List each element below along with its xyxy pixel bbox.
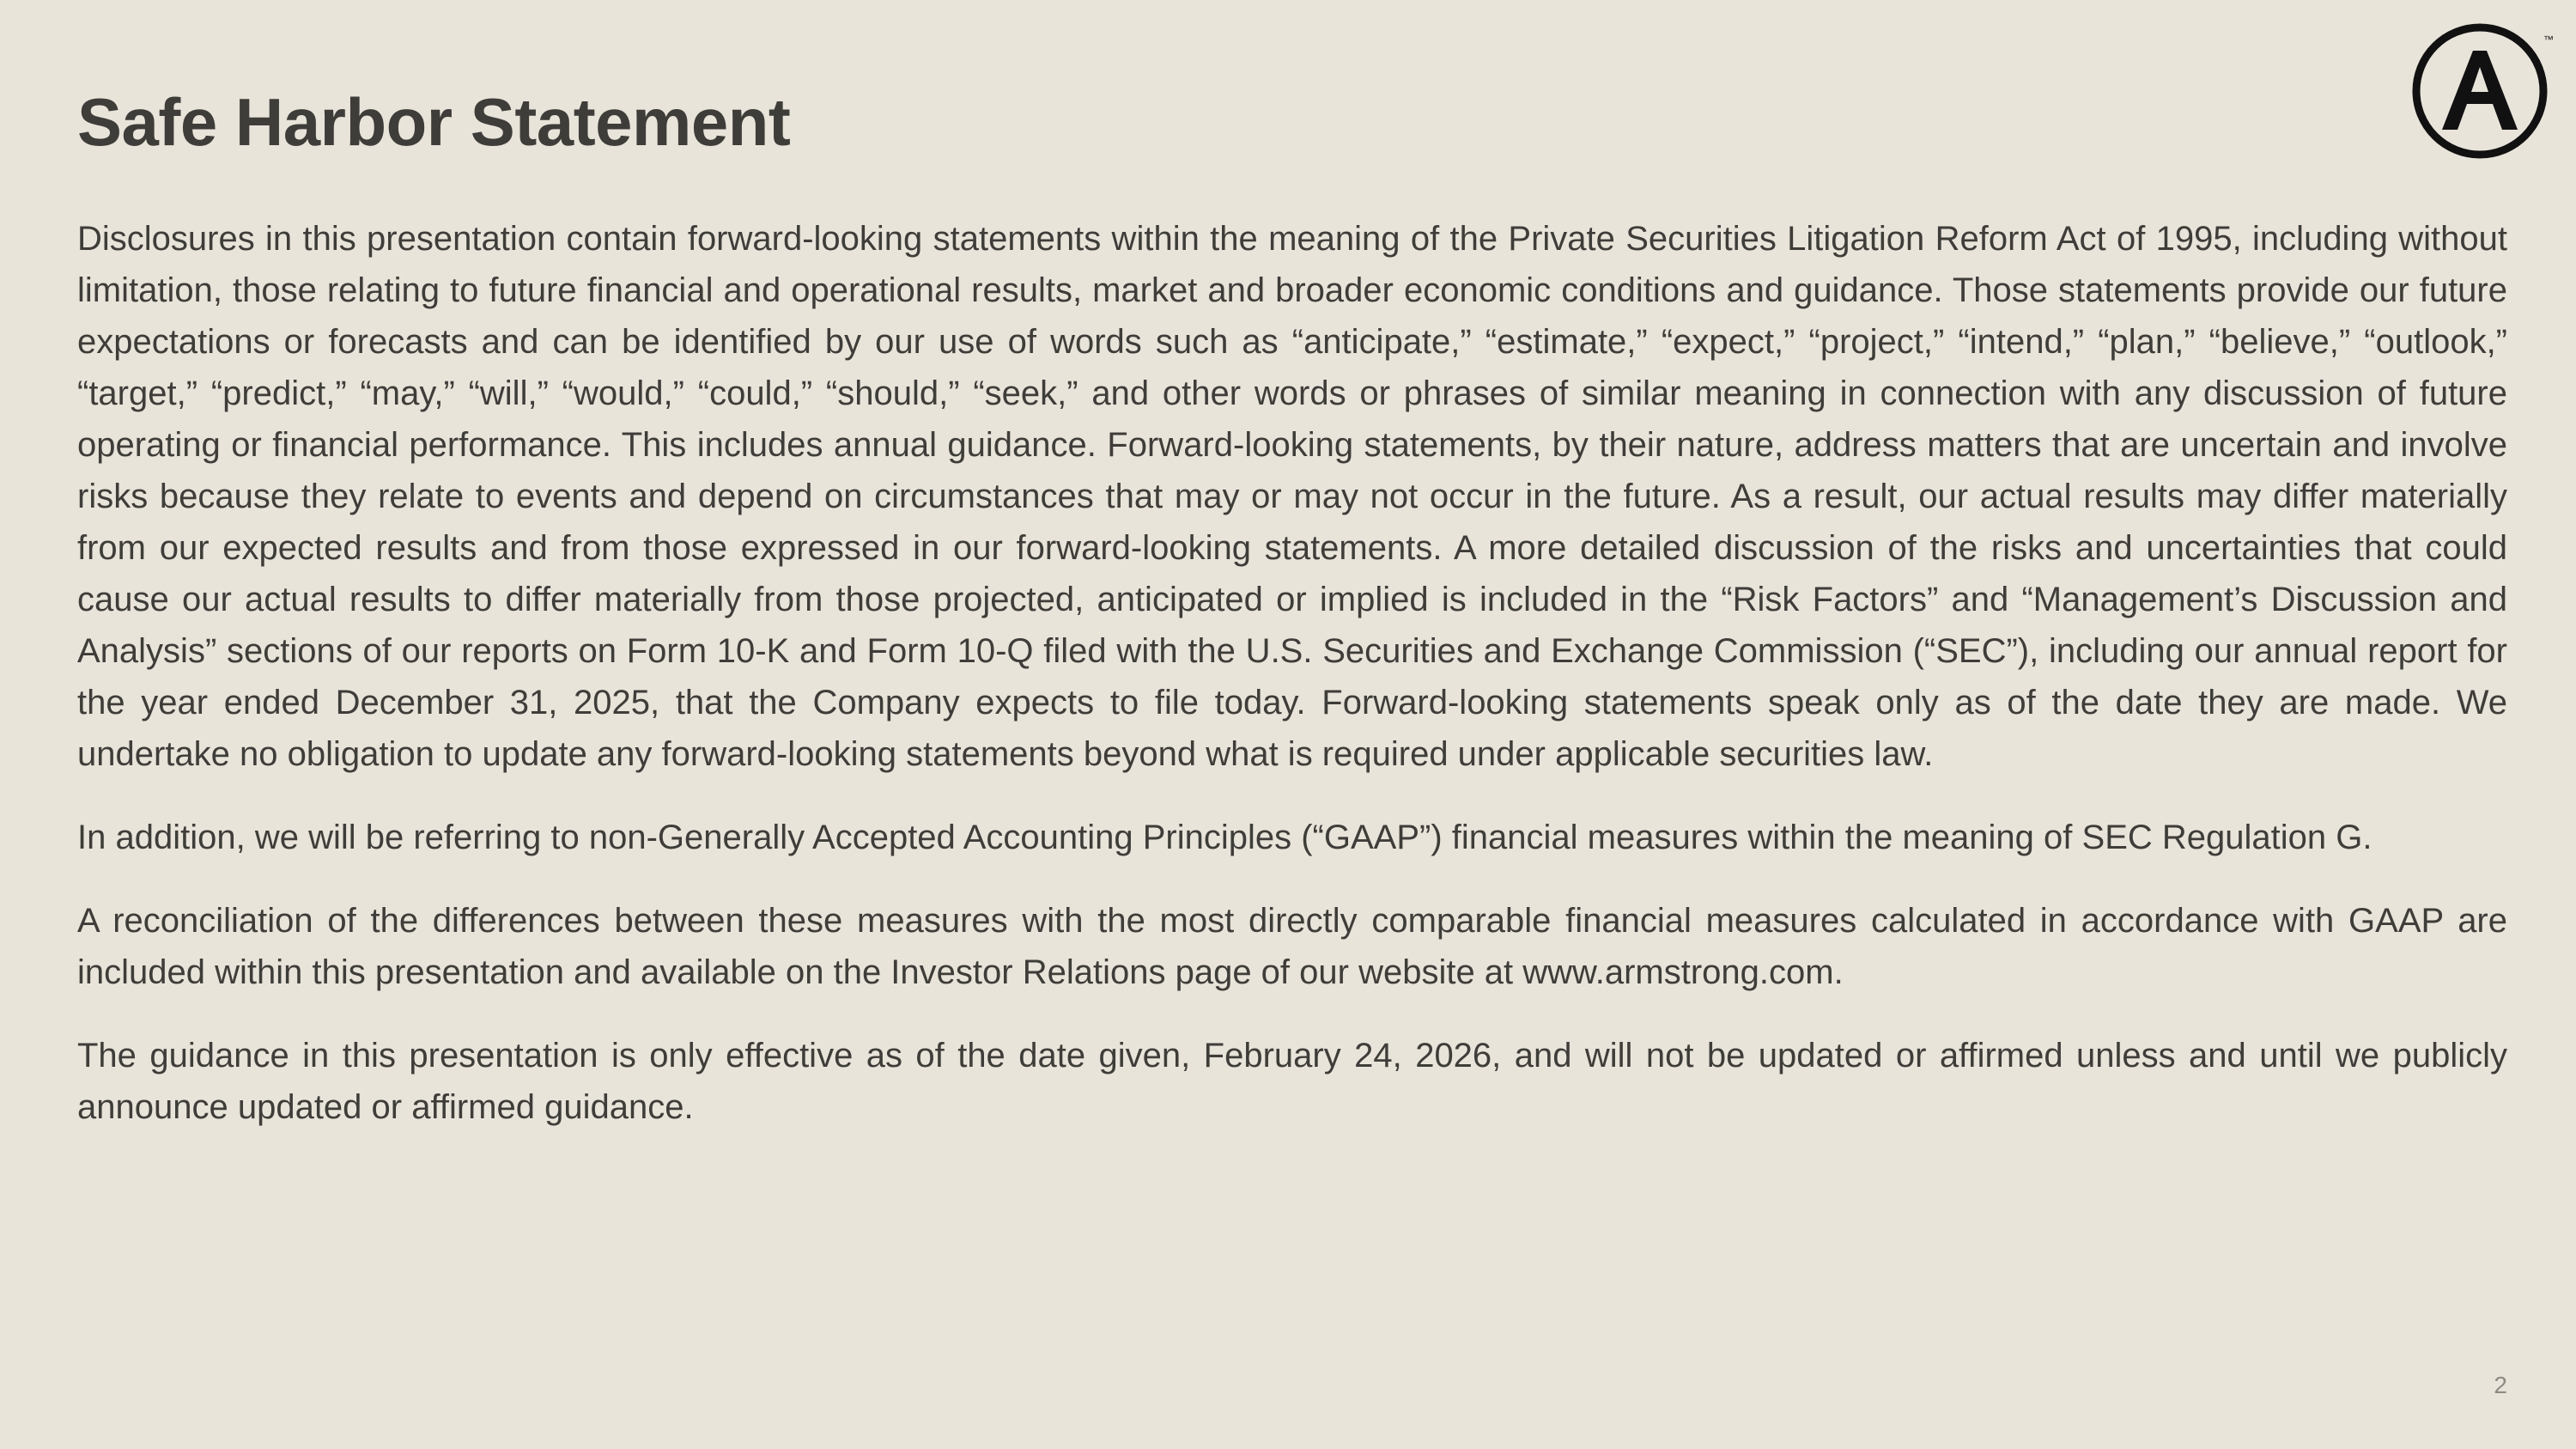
reconciliation-paragraph: A reconciliation of the differences between these measures with the most directly comparable financial measures calculated in accordance with GAAP are included within this presentation and available on the Investor Relations page of our website at www.armstrong.com. — [77, 902, 2507, 991]
non-gaap-paragraph: In addition, we will be referring to non-Generally Accepted Accounting Principles (“GAAP”) financial measures within the meaning of SEC Regulation G. — [77, 819, 2372, 856]
slide-title: Safe Harbor Statement — [77, 84, 791, 160]
circle-a-logo-icon — [2413, 21, 2552, 160]
armstrong-logo-icon — [2413, 21, 2552, 160]
forward-looking-statements-paragraph: Disclosures in this presentation contain forward-looking statements within the meaning of the Private Securities Litigation Reform Act of 1995, including without limitation, those relating to future financial and operational results, market and broader economic conditions and guidance. Those statements provide our future expectations or forecasts and can be identified by our use of words such as “anticipate,” “estimate,” “expect,” “project,” “intend,” “plan,” “believe,” “outlook,” “target,” “predict,” “may,” “will,” “would,” “could,” “should,” “seek,” and other words or phrases of similar meaning in connection with any discussion of future operating or financial performance. This includes annual guidance. Forward-looking statements, by their nature, address matters that are uncertain and involve risks because they relate to events and depend on circumstances that may or may not occur in the future. As a result, our actual results may differ materially from our expected results and from those expressed in our forward-looking statements. A more detailed discussion of the risks and uncertainties that could cause our actual results to differ materially from those projected, anticipated or implied is included in the “Risk Factors” and “Management’s Discussion and Analysis” sections of our reports on Form 10-K and Form 10-Q filed with the U.S. Securities and Exchange Commission (“SEC”), including our annual report for the year ended December 31, 2025, that the Company expects to file today. Forward-looking statements speak only as of the date they are made. We undertake no obligation to update any forward-looking statements beyond what is required under applicable securities law. — [77, 220, 2507, 773]
disclaimer-body — [77, 213, 2507, 1165]
page-number: 2 — [2494, 1372, 2507, 1398]
guidance-paragraph: The guidance in this presentation is only effective as of the date given, February 24, 2026, and will not be updated or affirmed unless and until we publicly announce updated or affirmed guidance. — [77, 1037, 2507, 1126]
trademark-mark: ™ — [2543, 33, 2554, 46]
